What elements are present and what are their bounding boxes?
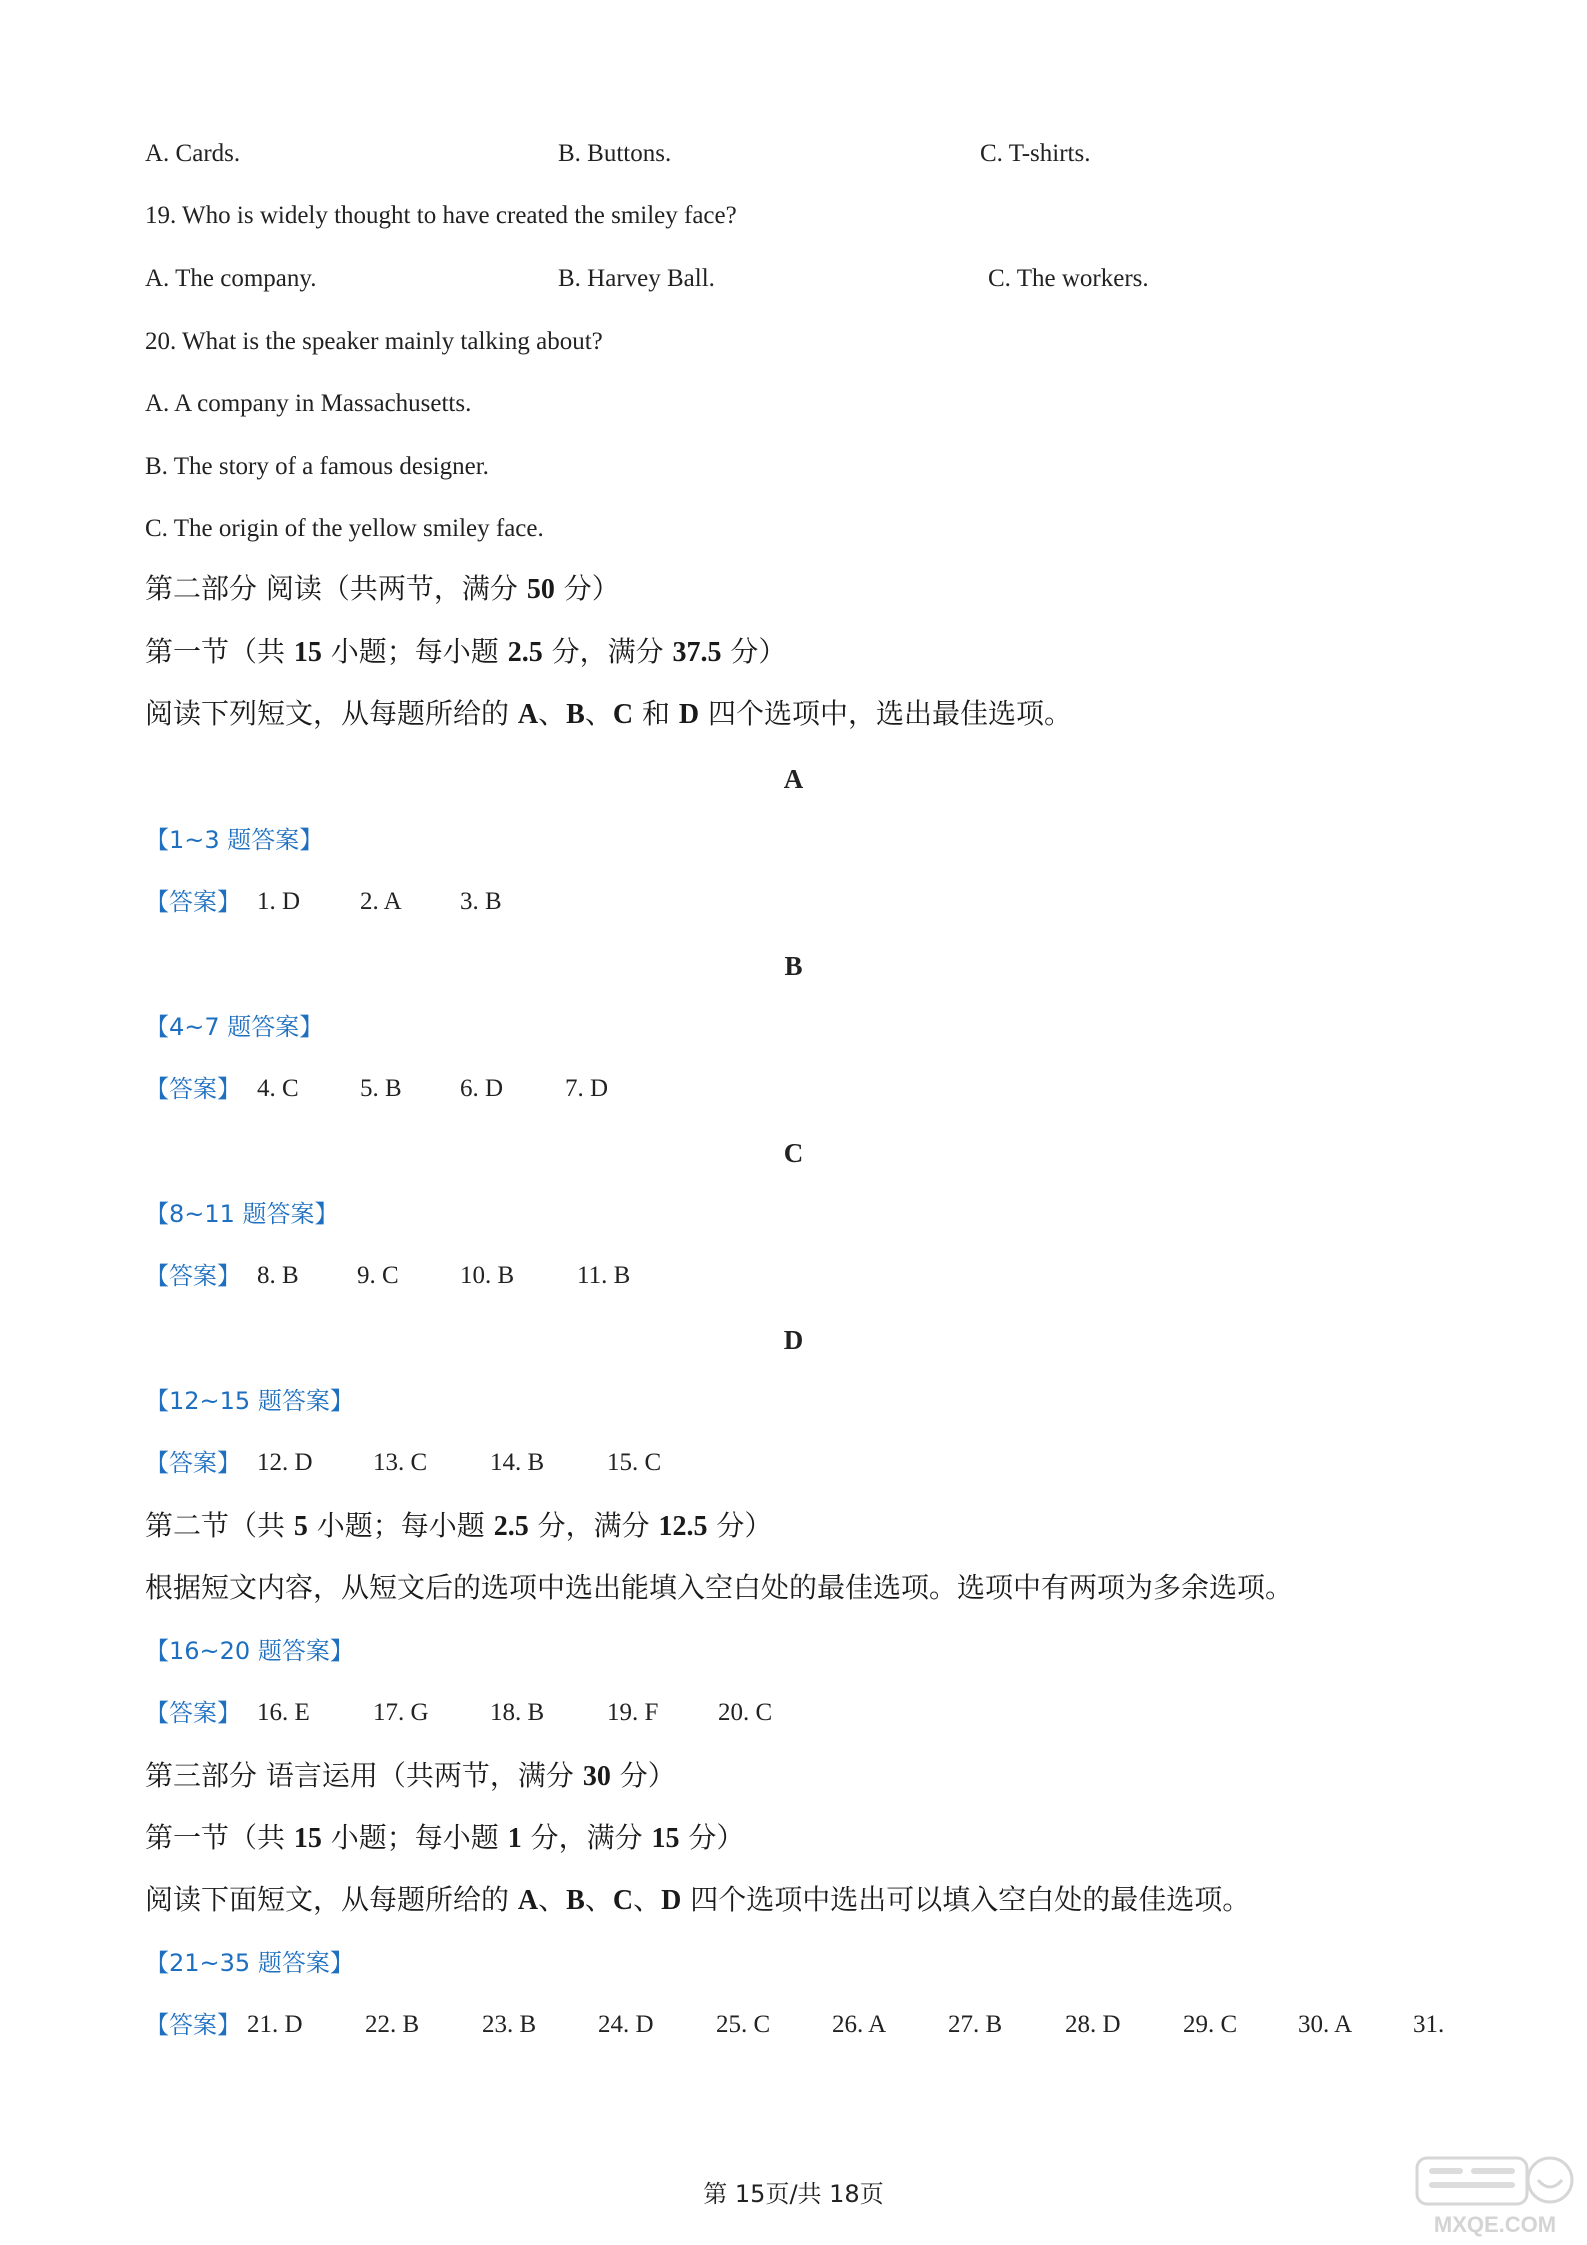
part3-title: 第三部分 语言运用（共两节，满分 30 分） bbox=[145, 1759, 676, 1792]
watermark-text: MXQE.COM bbox=[1433, 2212, 1557, 2237]
answer-row-4-7 bbox=[145, 1072, 1465, 1108]
passage-c-letter: C bbox=[783, 1138, 804, 1168]
part2-instruction2: 根据短文内容，从短文后的选项中选出能填入空白处的最佳选项。选项中有两项为多余选项。 bbox=[145, 1571, 1294, 1604]
q18-option-a: A. Cards. bbox=[145, 140, 241, 167]
q19-option-b: B. Harvey Ball. bbox=[558, 265, 715, 292]
answer-row-8-11 bbox=[145, 1259, 1465, 1295]
answer-item: 11. B bbox=[577, 1262, 631, 1289]
answer-item: 22. B bbox=[365, 2011, 420, 2038]
q20-option-c: C. The origin of the yellow smiley face. bbox=[145, 515, 544, 542]
answer-row-12-15 bbox=[145, 1446, 1465, 1482]
answer-item: 14. B bbox=[490, 1449, 545, 1476]
part3-instruction: 阅读下面短文，从每题所给的 A、B、C、D 四个选项中选出可以填入空白处的最佳选项。 bbox=[145, 1883, 1251, 1916]
answer-item: 9. C bbox=[357, 1262, 399, 1289]
part2-section2-title: 第二节（共 5 小题；每小题 2.5 分，满分 12.5 分） bbox=[145, 1509, 773, 1542]
answer-tag: 【答案】 bbox=[145, 1262, 241, 1290]
answer-row-1-3 bbox=[145, 885, 1465, 921]
answer-item: 8. B bbox=[257, 1262, 299, 1289]
q20-option-b: B. The story of a famous designer. bbox=[145, 453, 489, 480]
answer-label-4-7: 【4~7 题答案】 bbox=[145, 1013, 324, 1041]
answer-item: 25. C bbox=[716, 2011, 771, 2038]
answer-item: 3. B bbox=[460, 888, 502, 915]
answer-tag: 【答案】 bbox=[145, 2011, 241, 2039]
passage-d-letter: D bbox=[783, 1325, 804, 1355]
answer-item: 10. B bbox=[460, 1262, 515, 1289]
answer-item: 28. D bbox=[1065, 2011, 1121, 2038]
answer-item: 26. A bbox=[832, 2011, 887, 2038]
q19-option-a: A. The company. bbox=[145, 265, 317, 292]
answer-item: 18. B bbox=[490, 1699, 545, 1726]
watermark-logo-icon bbox=[1405, 2150, 1585, 2240]
answer-item: 30. A bbox=[1298, 2011, 1353, 2038]
answer-item: 12. D bbox=[257, 1449, 313, 1476]
q19-option-c: C. The workers. bbox=[988, 265, 1149, 292]
answer-label-16-20: 【16~20 题答案】 bbox=[145, 1637, 354, 1665]
part2-section1-title: 第一节（共 15 小题；每小题 2.5 分，满分 37.5 分） bbox=[145, 635, 787, 668]
answer-item: 1. D bbox=[257, 888, 301, 915]
part3-section1-title: 第一节（共 15 小题；每小题 1 分，满分 15 分） bbox=[145, 1821, 745, 1854]
q18-option-b: B. Buttons. bbox=[558, 140, 672, 167]
answer-tag: 【答案】 bbox=[145, 888, 241, 916]
answer-item: 6. D bbox=[460, 1075, 504, 1102]
answer-item: 17. G bbox=[373, 1699, 429, 1726]
q18-option-c: C. T-shirts. bbox=[980, 140, 1091, 167]
answer-item: 16. E bbox=[257, 1699, 310, 1726]
answer-row-21-35 bbox=[145, 2008, 1465, 2044]
answer-label-21-35: 【21~35 题答案】 bbox=[145, 1949, 354, 1977]
q20-question: 20. What is the speaker mainly talking about? bbox=[145, 328, 603, 355]
answer-row-16-20 bbox=[145, 1696, 1465, 1732]
passage-b-letter: B bbox=[784, 951, 803, 981]
answer-label-8-11: 【8~11 题答案】 bbox=[145, 1200, 339, 1228]
answer-tag: 【答案】 bbox=[145, 1075, 241, 1103]
q20-option-a: A. A company in Massachusetts. bbox=[145, 390, 472, 417]
answer-tag: 【答案】 bbox=[145, 1699, 241, 1727]
part2-instruction1: 阅读下列短文，从每题所给的 A、B、C 和 D 四个选项中，选出最佳选项。 bbox=[145, 697, 1073, 730]
answer-item: 20. C bbox=[718, 1699, 773, 1726]
answer-label-12-15: 【12~15 题答案】 bbox=[145, 1387, 354, 1415]
passage-a-letter: A bbox=[783, 764, 804, 794]
part2-title: 第二部分 阅读（共两节，满分 50 分） bbox=[145, 572, 620, 605]
answer-label-1-3: 【1~3 题答案】 bbox=[145, 826, 324, 854]
answer-item: 7. D bbox=[565, 1075, 609, 1102]
answer-item: 4. C bbox=[257, 1075, 299, 1102]
answer-item: 21. D bbox=[247, 2011, 303, 2038]
answer-item: 5. B bbox=[360, 1075, 402, 1102]
answer-item: 27. B bbox=[948, 2011, 1003, 2038]
answer-item: 19. F bbox=[607, 1699, 659, 1726]
answer-item: 13. C bbox=[373, 1449, 428, 1476]
answer-item: 23. B bbox=[482, 2011, 537, 2038]
answer-item: 31. bbox=[1413, 2011, 1445, 2038]
answer-item: 15. C bbox=[607, 1449, 662, 1476]
answer-item: 24. D bbox=[598, 2011, 654, 2038]
answer-tag: 【答案】 bbox=[145, 1449, 241, 1477]
page-footer: 第 15页/共 18页 bbox=[703, 2180, 884, 2208]
answer-item: 2. A bbox=[360, 888, 402, 915]
q19-question: 19. Who is widely thought to have created the smiley face? bbox=[145, 202, 737, 229]
answer-item: 29. C bbox=[1183, 2011, 1238, 2038]
